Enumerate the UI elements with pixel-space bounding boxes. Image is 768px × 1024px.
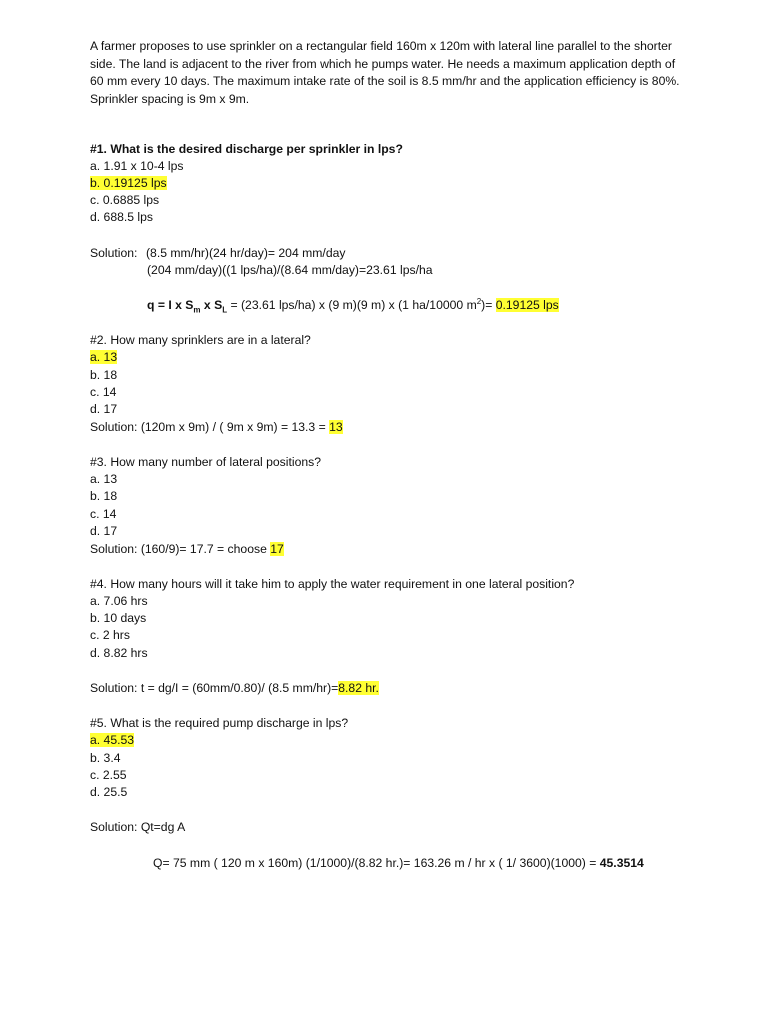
q4-option-a: a. 7.06 hrs (90, 594, 148, 608)
q3-option-b: b. 18 (90, 489, 118, 503)
q4-question: #4. How many hours will it take him to apply the water requirement in one lateral position? (90, 577, 575, 591)
q3-option-a: a. 13 (90, 472, 118, 486)
q1-option-d: d. 688.5 lps (90, 210, 154, 224)
q1-option-b: b. 0.19125 lps (90, 176, 167, 190)
q3-answer: 17 (270, 542, 284, 556)
q2-option-d: d. 17 (90, 402, 118, 416)
q1-option-c: c. 0.6885 lps (90, 193, 160, 207)
q5-answer: 45.3514 (599, 856, 644, 870)
q2-question: #2. How many sprinklers are in a lateral? (90, 333, 311, 347)
q2-option-c: c. 14 (90, 385, 117, 399)
q1-solution-line2: (204 mm/day)((1 lps/ha)/(8.64 mm/day)=23.61 lps/ha (147, 263, 433, 277)
q4-solution: Solution: t = dg/I = (60mm/0.80)/ (8.5 mm/hr)=8.82 hr. (90, 681, 379, 695)
q1-solution-label: Solution: (90, 246, 138, 260)
q1-option-a: a. 1.91 x 10-4 lps (90, 159, 184, 173)
q1-formula: q = I x $S_m$ x $S_L = (23.61$ lps/ha) x (9 m)(9 m) x (1 ha/10000 $m^2)= 0.19125$ lps (147, 296, 559, 315)
q5-question: #5. What is the required pump discharge in lps? (90, 716, 349, 730)
q2-option-a: a. 13 (90, 350, 118, 364)
q2-solution: Solution: (120m x 9m) / ( 9m x 9m) = 13.3 = 13 (90, 420, 343, 434)
q4-answer: 8.82 hr. (338, 681, 379, 695)
q5-option-a: a. 45.53 (90, 733, 135, 747)
q5-solution-line: Q= 75 mm ( 120 m x 160m) (1/1000)/(8.82 hr.)= 163.26 m / hr x ( 1/ 3600)(1000) = 45.3514 (153, 856, 644, 870)
q2-answer: 13 (329, 420, 343, 434)
q1-solution-line1: (8.5 mm/hr)(24 hr/day)= 204 mm/day (146, 246, 346, 260)
q4-option-d: d. 8.82 hrs (90, 646, 148, 660)
q5-option-b: b. 3.4 (90, 751, 121, 765)
q3-solution: Solution: (160/9)= 17.7 = choose 17 (90, 542, 284, 556)
q2-option-b: b. 18 (90, 368, 118, 382)
q1-question: #1. What is the desired discharge per sprinkler in lps? (90, 142, 403, 156)
q3-option-d: d. 17 (90, 524, 118, 538)
q4-option-c: c. 2 hrs (90, 628, 130, 642)
q1-answer: 0.19125 lps (495, 298, 559, 312)
problem-statement: A farmer proposes to use sprinkler on a rectangular field 160m x 120m with lateral line parallel to the shorter side. The land is adjacent to the river from which he pumps water. He needs a maximum application depth of 60 mm every 10 days. The maximum intake rate of the soil is 8.5 mm/hr and the application efficiency is 80%. Sprinkler spacing is 9m x 9m. (90, 39, 680, 106)
q5-option-c: c. 2.55 (90, 768, 127, 782)
q3-question: #3. How many number of lateral positions? (90, 455, 322, 469)
q5-solution-label: Solution: Qt=dg A (90, 820, 186, 834)
q3-option-c: c. 14 (90, 507, 117, 521)
q4-option-b: b. 10 days (90, 611, 147, 625)
q5-option-d: d. 25.5 (90, 785, 128, 799)
